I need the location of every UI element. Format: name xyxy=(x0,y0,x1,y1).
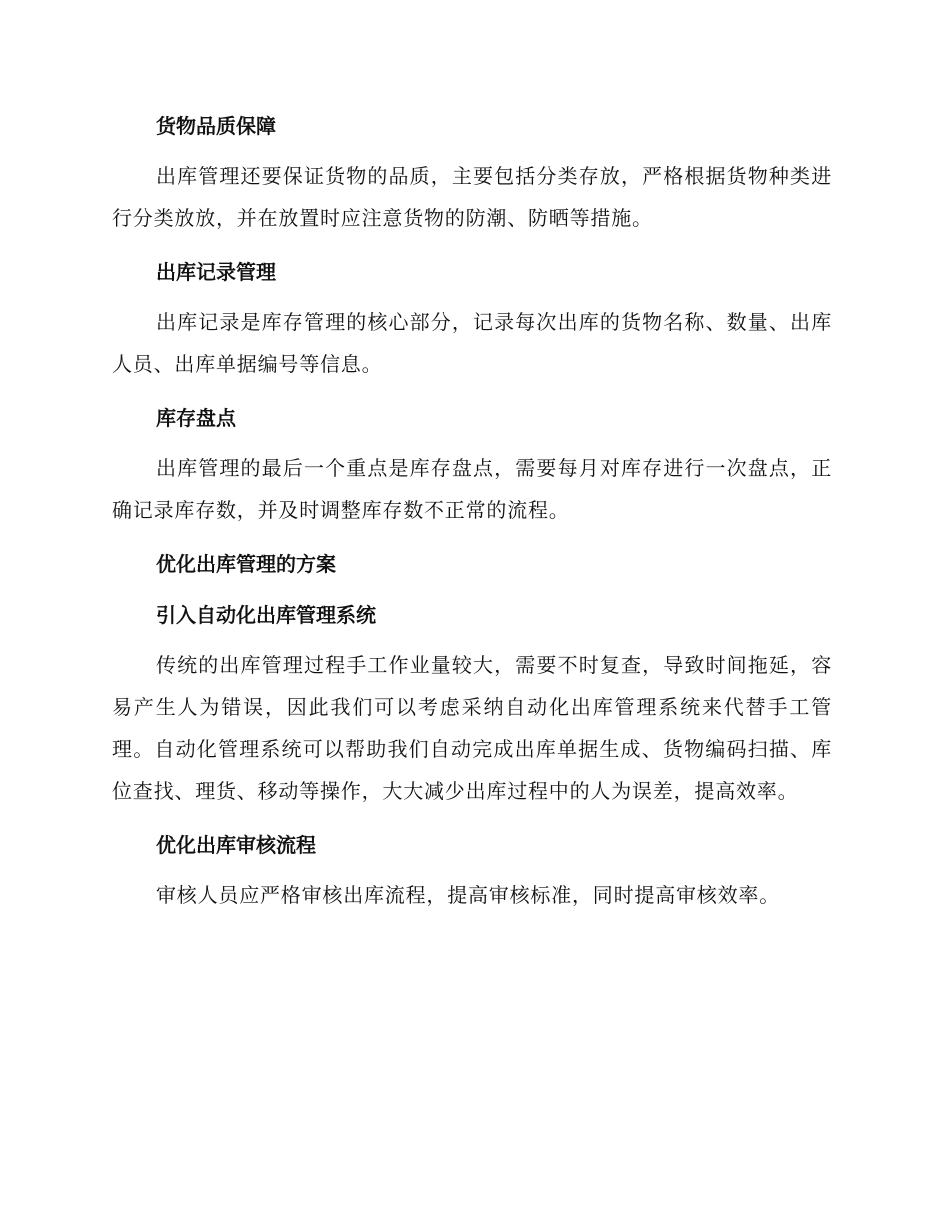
section-heading-automation-system: 引入自动化出库管理系统 xyxy=(156,603,376,627)
section-paragraph-goods-quality: 出库管理还要保证货物的品质，主要包括分类存放，严格根据货物种类进行分类放放，并在放置时应注意货物的防潮、防晒等措施。 xyxy=(112,164,832,230)
section-heading-review-process: 优化出库审核流程 xyxy=(156,833,316,857)
section-paragraph-inventory-count: 出库管理的最后一个重点是库存盘点，需要每月对库存进行一次盘点，正确记录库存数，并及时调整库存数不正常的流程。 xyxy=(112,456,832,522)
section-heading-goods-quality: 货物品质保障 xyxy=(156,114,276,138)
section-paragraph-automation-system: 传统的出库管理过程手工作业量较大，需要不时复查，导致时间拖延，容易产生人为错误，因此我们可以考虑采纳自动化出库管理系统来代替手工管理。自动化管理系统可以帮助我们自动完成出库单据生成、货物编码扫描、库位查找、理货、移动等操作，大大减少出库过程中的人为误差，提高效率。 xyxy=(112,653,832,803)
section-heading-inventory-count: 库存盘点 xyxy=(156,406,236,430)
section-paragraph-review-process: 审核人员应严格审核出库流程，提高审核标准，同时提高审核效率。 xyxy=(156,883,780,907)
document-body xyxy=(112,108,832,916)
section-heading-optimization-plan: 优化出库管理的方案 xyxy=(156,552,336,576)
section-paragraph-outbound-records: 出库记录是库存管理的核心部分，记录每次出库的货物名称、数量、出库人员、出库单据编号等信息。 xyxy=(112,310,832,376)
section-heading-outbound-records: 出库记录管理 xyxy=(156,260,276,284)
